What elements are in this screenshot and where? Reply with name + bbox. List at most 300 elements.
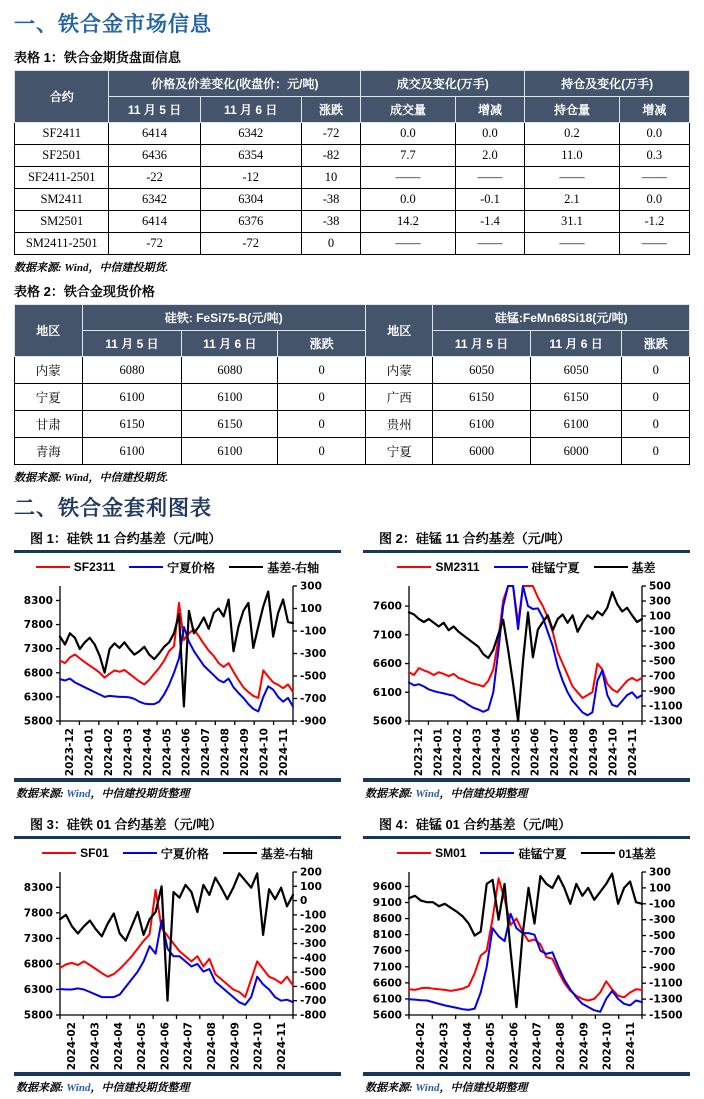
left-axis-tick-label: 7600	[372, 600, 402, 613]
right-axis-tick-label: -300	[649, 914, 676, 927]
x-axis-tick-label: 2024-08	[219, 728, 232, 777]
right-axis-tick-label: -600	[300, 980, 327, 993]
legend-label: 基差	[631, 560, 656, 575]
source-wind: Wind	[415, 788, 440, 800]
table-cell: SF2501	[15, 145, 109, 167]
table-cell: 0	[301, 233, 360, 255]
table-cell: -72	[301, 123, 360, 145]
table-row	[15, 145, 690, 167]
left-axis-tick-label: 9100	[372, 897, 402, 910]
source-org: ，中信建投期货整理	[90, 1082, 190, 1094]
left-axis-tick-label: 7800	[23, 907, 53, 920]
table-cell: SM2411	[15, 189, 109, 211]
col-header-sf-nov5: 11 月 5 日	[82, 331, 182, 357]
right-axis-tick-label: 100	[300, 880, 322, 893]
table-cell: 6000	[433, 438, 530, 465]
table-cell: 0	[622, 411, 690, 438]
x-axis-tick-label: 2024-08	[568, 728, 581, 777]
left-axis-tick-label: 8600	[372, 913, 402, 926]
spot-table-body	[15, 357, 690, 465]
col-group-silicomanganese: 硅锰:FeMn68Si18(元/吨)	[433, 305, 690, 331]
x-axis-tick-label: 2024-04	[112, 1022, 125, 1071]
legend-line-swatch	[123, 852, 157, 854]
table-cell: ——	[525, 233, 619, 255]
table-1-caption: 表格 1：铁合金期货盘面信息	[14, 50, 181, 65]
x-axis-tick-label: 2024-10	[607, 728, 620, 777]
chart-4-caption: 图 4：硅锰 01 合约基差（元/吨）	[379, 817, 572, 832]
x-axis-tick-label: 2024-02	[415, 1022, 428, 1071]
left-axis-tick-label: 8300	[23, 881, 53, 894]
table-cell: 0	[278, 411, 366, 438]
table-cell: 6080	[182, 357, 278, 384]
chart-1-top-rule	[14, 550, 341, 553]
col-group-volume: 成交及变化(万手)	[361, 71, 525, 97]
right-axis-tick-label: -900	[649, 685, 676, 698]
right-axis-tick-label: -100	[300, 909, 327, 922]
x-axis-tick-label: 2024-07	[531, 1022, 544, 1071]
col-header-sm-nov6: 11 月 6 日	[530, 331, 622, 357]
x-axis-tick-label: 2024-08	[205, 1022, 218, 1071]
table-row	[15, 357, 690, 384]
legend-item	[397, 846, 466, 860]
futures-table	[14, 70, 690, 255]
legend-line-swatch	[397, 852, 431, 854]
table-cell: -22	[109, 167, 200, 189]
left-axis-tick-label: 7300	[23, 932, 53, 945]
series-line-SF01	[60, 890, 293, 997]
left-axis-tick-label: 8100	[372, 929, 402, 942]
legend-item	[129, 559, 215, 576]
chart-1-legend	[14, 555, 341, 579]
legend-line-swatch	[494, 566, 528, 568]
col-header-contract: 合约	[15, 71, 109, 123]
table-row	[15, 123, 690, 145]
source-org: ，中信建投期货整理	[90, 788, 190, 800]
chart-4-plot	[363, 865, 690, 1071]
source-label: 数据来源:	[365, 788, 416, 800]
table-cell: ——	[361, 233, 455, 255]
table-cell: 0	[278, 384, 366, 411]
futures-table-body	[15, 123, 690, 255]
right-axis-tick-label: -1500	[649, 1009, 683, 1022]
right-axis-tick-label: -400	[300, 952, 327, 965]
legend-label: 基差-右轴	[260, 846, 313, 861]
table-cell: 7.7	[361, 145, 455, 167]
legend-label: 宁夏价格	[160, 846, 209, 861]
table-cell: ——	[619, 233, 689, 255]
right-axis-tick-label: -1300	[649, 715, 683, 728]
table-cell: 0.0	[619, 189, 689, 211]
left-axis-tick-label: 9600	[372, 880, 402, 893]
x-axis-tick-label: 2024-03	[122, 728, 135, 777]
table-cell: 0.3	[619, 145, 689, 167]
series-line-SM01	[409, 878, 642, 1000]
col-header-oi: 持仓量	[525, 97, 619, 123]
x-axis-tick-label: 2024-11	[626, 728, 639, 777]
left-axis-tick-label: 7600	[372, 945, 402, 958]
table-cell: -38	[301, 211, 360, 233]
x-axis-tick-label: 2024-07	[549, 728, 562, 777]
table-cell: 6000	[530, 438, 622, 465]
x-axis-tick-label: 2023-12	[413, 728, 426, 777]
legend-label: SM2311	[435, 560, 480, 574]
table-cell: 6342	[200, 123, 301, 145]
col-header-region-right: 地区	[365, 305, 433, 357]
table-cell: 宁夏	[15, 384, 83, 411]
x-axis-tick-label: 2024-05	[510, 728, 523, 777]
right-axis-tick-label: -500	[649, 655, 676, 668]
x-axis-tick-label: 2024-11	[624, 1022, 637, 1071]
spot-price-table	[14, 304, 690, 465]
legend-item	[397, 560, 479, 574]
right-axis-tick-label: -700	[300, 693, 327, 705]
right-axis-tick-label: 100	[649, 882, 671, 895]
left-axis-tick-label: 5600	[372, 1009, 402, 1022]
table-cell: 6050	[433, 357, 530, 384]
legend-item	[123, 845, 209, 862]
table-cell: 6342	[109, 189, 200, 211]
source-label: 数据来源:	[365, 1082, 416, 1094]
chart-2-legend	[363, 555, 690, 579]
table-cell: 31.1	[525, 211, 619, 233]
legend-item	[42, 846, 109, 860]
legend-item	[480, 845, 566, 862]
chart-panel-2	[363, 527, 690, 805]
right-axis-tick-label: 100	[649, 610, 671, 623]
table-cell: 内蒙	[15, 357, 83, 384]
x-axis-tick-label: 2024-11	[277, 728, 290, 777]
table-cell: 6050	[530, 357, 622, 384]
table-cell: 6100	[433, 411, 530, 438]
legend-label: SF01	[80, 846, 109, 860]
table-cell: 甘肃	[15, 411, 83, 438]
chart-3-plot	[14, 865, 341, 1071]
legend-line-swatch	[594, 566, 628, 568]
x-axis-tick-label: 2024-06	[180, 728, 193, 777]
table-row	[15, 189, 690, 211]
x-axis-tick-label: 2024-01	[83, 728, 96, 777]
legend-item	[594, 559, 656, 576]
left-axis-tick-label: 6600	[372, 977, 402, 990]
table-cell: ——	[455, 233, 525, 255]
col-group-open-interest: 持仓及变化(万手)	[525, 71, 690, 97]
table-cell: -72	[200, 233, 301, 255]
left-axis-tick-label: 5800	[23, 1009, 53, 1022]
table-cell: -0.1	[455, 189, 525, 211]
x-axis-tick-label: 2024-04	[490, 728, 503, 777]
right-axis-tick-label: 500	[649, 580, 671, 593]
legend-label: 硅锰宁夏	[518, 846, 567, 861]
table-cell: 0	[622, 384, 690, 411]
section-1-title: 一、铁合金市场信息	[14, 13, 212, 36]
chart-3-legend	[14, 841, 341, 865]
table-cell: 6376	[200, 211, 301, 233]
legend-item	[581, 845, 656, 862]
col-header-change: 涨跌	[301, 97, 360, 123]
series-line-基差-右轴	[60, 592, 293, 707]
table-cell: 6304	[200, 189, 301, 211]
left-axis-tick-label: 5800	[23, 715, 53, 728]
table-cell: ——	[619, 167, 689, 189]
table-cell: 2.1	[525, 189, 619, 211]
x-axis-tick-label: 2024-07	[182, 1022, 195, 1071]
left-axis-tick-label: 8300	[23, 594, 53, 607]
col-group-price: 价格及价差变化(收盘价：元/吨)	[109, 71, 361, 97]
table-cell: 6150	[433, 384, 530, 411]
legend-label: SF2311	[73, 560, 116, 574]
legend-line-swatch	[129, 566, 163, 568]
x-axis-tick-label: 2024-10	[252, 1022, 265, 1071]
table-cell: 2.0	[455, 145, 525, 167]
table-cell: 6100	[530, 411, 622, 438]
chart-2-top-rule	[363, 550, 690, 553]
legend-line-swatch	[397, 566, 431, 568]
chart-2-bottom-rule	[363, 778, 690, 782]
section-2-title: 二、铁合金套利图表	[14, 497, 212, 520]
source-wind: Wind	[66, 788, 91, 800]
series-line-SF2311	[60, 603, 293, 698]
chart-panel-3	[14, 813, 341, 1099]
right-axis-tick-label: -700	[649, 670, 676, 683]
right-axis-tick-label: -500	[649, 930, 676, 943]
x-axis-tick-label: 2024-08	[554, 1022, 567, 1071]
table-row	[15, 438, 690, 465]
x-axis-tick-label: 2024-09	[238, 728, 251, 777]
legend-label: 宁夏价格	[167, 560, 216, 575]
chart-2-plot	[363, 579, 690, 777]
series-line-01基差	[409, 874, 642, 1008]
table-cell: 0	[622, 438, 690, 465]
right-axis-tick-label: -700	[649, 945, 676, 958]
legend-item	[229, 559, 319, 576]
table-cell: 内蒙	[365, 357, 433, 384]
table-cell: 0.0	[361, 189, 455, 211]
x-axis-tick-label: 2024-05	[161, 728, 174, 777]
x-axis-tick-label: 2024-03	[438, 1022, 451, 1071]
table-row	[15, 411, 690, 438]
table-cell: 0.0	[455, 123, 525, 145]
chart-2-source	[365, 785, 690, 801]
left-axis-tick-label: 7100	[372, 629, 402, 642]
table-cell: 6080	[82, 357, 182, 384]
left-axis-tick-label: 6100	[372, 993, 402, 1006]
table-cell: 6150	[82, 411, 182, 438]
legend-label: 基差-右轴	[267, 560, 320, 575]
col-header-volume: 成交量	[361, 97, 455, 123]
table-cell: 0.0	[619, 123, 689, 145]
x-axis-tick-label: 2024-05	[136, 1022, 149, 1071]
table-cell: 6436	[109, 145, 200, 167]
table-row	[15, 233, 690, 255]
chart-2-caption: 图 2：硅锰 11 合约基差（元/吨）	[379, 531, 571, 546]
chart-3-bottom-rule	[14, 1072, 341, 1076]
table-cell: 10	[301, 167, 360, 189]
x-axis-tick-label: 2024-02	[103, 728, 116, 777]
left-axis-tick-label: 6300	[23, 691, 53, 704]
table-cell: 0.0	[361, 123, 455, 145]
charts-grid	[14, 527, 690, 1099]
source-label: 数据来源:	[16, 788, 67, 800]
x-axis-tick-label: 2024-09	[578, 1022, 591, 1071]
col-header-sm-nov5: 11 月 5 日	[433, 331, 530, 357]
x-axis-tick-label: 2024-09	[587, 728, 600, 777]
x-axis-tick-label: 2024-09	[229, 1022, 242, 1071]
table-cell: 14.2	[361, 211, 455, 233]
chart-3-top-rule	[14, 836, 341, 839]
legend-label: 硅锰宁夏	[531, 560, 580, 575]
x-axis-tick-label: 2024-02	[452, 728, 465, 777]
x-axis-tick-label: 2023-12	[64, 728, 77, 777]
table-1-source: 数据来源: Wind，中信建投期货.	[14, 262, 169, 274]
table-cell: 6100	[182, 384, 278, 411]
table-cell: 11.0	[525, 145, 619, 167]
table-cell: 0	[622, 357, 690, 384]
table-cell: -72	[109, 233, 200, 255]
right-axis-tick-label: -300	[649, 640, 676, 653]
x-axis-tick-label: 2024-07	[200, 728, 213, 777]
legend-line-swatch	[581, 852, 615, 854]
table-cell: 0	[278, 357, 366, 384]
col-header-nov5: 11 月 5 日	[109, 97, 200, 123]
source-wind: Wind	[66, 1082, 91, 1094]
table-2-caption: 表格 2：铁合金现货价格	[14, 284, 155, 299]
chart-4-bottom-rule	[363, 1072, 690, 1076]
right-axis-tick-label: -500	[300, 966, 327, 979]
right-axis-tick-label: -900	[649, 961, 676, 974]
right-axis-tick-label: 100	[300, 603, 322, 615]
right-axis-tick-label: -800	[300, 1009, 327, 1022]
chart-1-bottom-rule	[14, 778, 341, 782]
legend-label: 01基差	[618, 846, 656, 861]
table-row	[15, 384, 690, 411]
x-axis-tick-label: 2024-05	[485, 1022, 498, 1071]
table-cell: -12	[200, 167, 301, 189]
chart-1-plot	[14, 579, 341, 777]
table-cell: ——	[455, 167, 525, 189]
x-axis-tick-label: 2024-11	[275, 1022, 288, 1071]
table-cell: ——	[361, 167, 455, 189]
table-cell: -1.4	[455, 211, 525, 233]
chart-4-legend	[363, 841, 690, 865]
legend-line-swatch	[42, 852, 76, 854]
right-axis-tick-label: 300	[300, 580, 322, 593]
left-axis-tick-label: 6800	[23, 958, 53, 971]
table-cell: 6150	[530, 384, 622, 411]
col-header-region-left: 地区	[15, 305, 83, 357]
legend-line-swatch	[223, 852, 257, 854]
chart-4-top-rule	[363, 836, 690, 839]
chart-3-caption: 图 3：硅铁 01 合约基差（元/吨）	[30, 817, 223, 832]
right-axis-tick-label: 0	[300, 895, 308, 908]
chart-panel-1	[14, 527, 341, 805]
legend-line-swatch	[36, 566, 70, 568]
table-cell: 青海	[15, 438, 83, 465]
table-cell: 0.2	[525, 123, 619, 145]
right-axis-tick-label: -900	[300, 715, 327, 728]
table-cell: 0	[278, 438, 366, 465]
x-axis-tick-label: 2024-04	[461, 1022, 474, 1071]
chart-1-caption: 图 1：硅铁 11 合约基差（元/吨）	[30, 531, 222, 546]
table-cell: 广西	[365, 384, 433, 411]
table-cell: 6100	[182, 438, 278, 465]
col-header-sm-change: 涨跌	[622, 331, 690, 357]
x-axis-tick-label: 2024-03	[471, 728, 484, 777]
table-cell: -1.2	[619, 211, 689, 233]
col-header-nov6: 11 月 6 日	[200, 97, 301, 123]
legend-item	[36, 560, 115, 574]
table-cell: 6150	[182, 411, 278, 438]
right-axis-tick-label: -100	[300, 625, 327, 638]
left-axis-tick-label: 5600	[372, 715, 402, 728]
left-axis-tick-label: 6300	[23, 983, 53, 996]
source-org: ，中信建投期整理	[439, 1082, 528, 1094]
table-cell: 6100	[82, 438, 182, 465]
source-wind: Wind	[415, 1082, 440, 1094]
x-axis-tick-label: 2024-10	[601, 1022, 614, 1071]
legend-line-swatch	[480, 852, 514, 854]
legend-item	[223, 845, 313, 862]
legend-item	[494, 559, 580, 576]
table-cell: 6100	[82, 384, 182, 411]
right-axis-tick-label: 300	[649, 595, 671, 608]
table-cell: SF2411-2501	[15, 167, 109, 189]
series-line-硅锰宁夏	[409, 914, 642, 1012]
right-axis-tick-label: -100	[649, 625, 676, 638]
x-axis-tick-label: 2024-04	[141, 728, 154, 777]
left-axis-tick-label: 7800	[23, 619, 53, 632]
table-cell: SF2411	[15, 123, 109, 145]
futures-table-header	[15, 71, 690, 123]
chart-4-source	[365, 1079, 690, 1095]
table-cell: 宁夏	[365, 438, 433, 465]
table-cell: 6414	[109, 123, 200, 145]
right-axis-tick-label: -300	[300, 938, 327, 950]
spot-table-header	[15, 305, 690, 357]
table-cell: 6354	[200, 145, 301, 167]
col-header-vol-change: 增减	[455, 97, 525, 123]
x-axis-tick-label: 2024-03	[89, 1022, 102, 1071]
right-axis-tick-label: -500	[300, 670, 327, 683]
right-axis-tick-label: -700	[300, 995, 327, 1008]
table-row	[15, 167, 690, 189]
table-cell: SM2501	[15, 211, 109, 233]
left-axis-tick-label: 6600	[372, 658, 402, 671]
right-axis-tick-label: -300	[300, 648, 327, 660]
series-line-基差	[409, 592, 642, 721]
x-axis-tick-label: 2024-06	[508, 1022, 521, 1071]
right-axis-tick-label: -100	[649, 898, 676, 911]
col-header-sf-nov6: 11 月 6 日	[182, 331, 278, 357]
table-cell: ——	[525, 167, 619, 189]
x-axis-tick-label: 2024-10	[258, 728, 271, 777]
table-cell: -38	[301, 189, 360, 211]
right-axis-tick-label: 200	[300, 866, 322, 879]
chart-panel-4	[363, 813, 690, 1099]
x-axis-tick-label: 2024-01	[432, 728, 445, 777]
x-axis-tick-label: 2024-06	[529, 728, 542, 777]
table-cell: 贵州	[365, 411, 433, 438]
col-group-ferrosilicon: 硅铁: FeSi75-B(元/吨)	[82, 305, 365, 331]
table-cell: 6414	[109, 211, 200, 233]
left-axis-tick-label: 6800	[23, 667, 53, 680]
right-axis-tick-label: -200	[300, 923, 327, 936]
legend-line-swatch	[229, 566, 263, 568]
series-line-基差-右轴	[60, 873, 293, 1000]
x-axis-tick-label: 2024-02	[66, 1022, 79, 1071]
legend-label: SM01	[435, 846, 467, 860]
chart-3-source	[16, 1079, 341, 1095]
table-cell: -82	[301, 145, 360, 167]
